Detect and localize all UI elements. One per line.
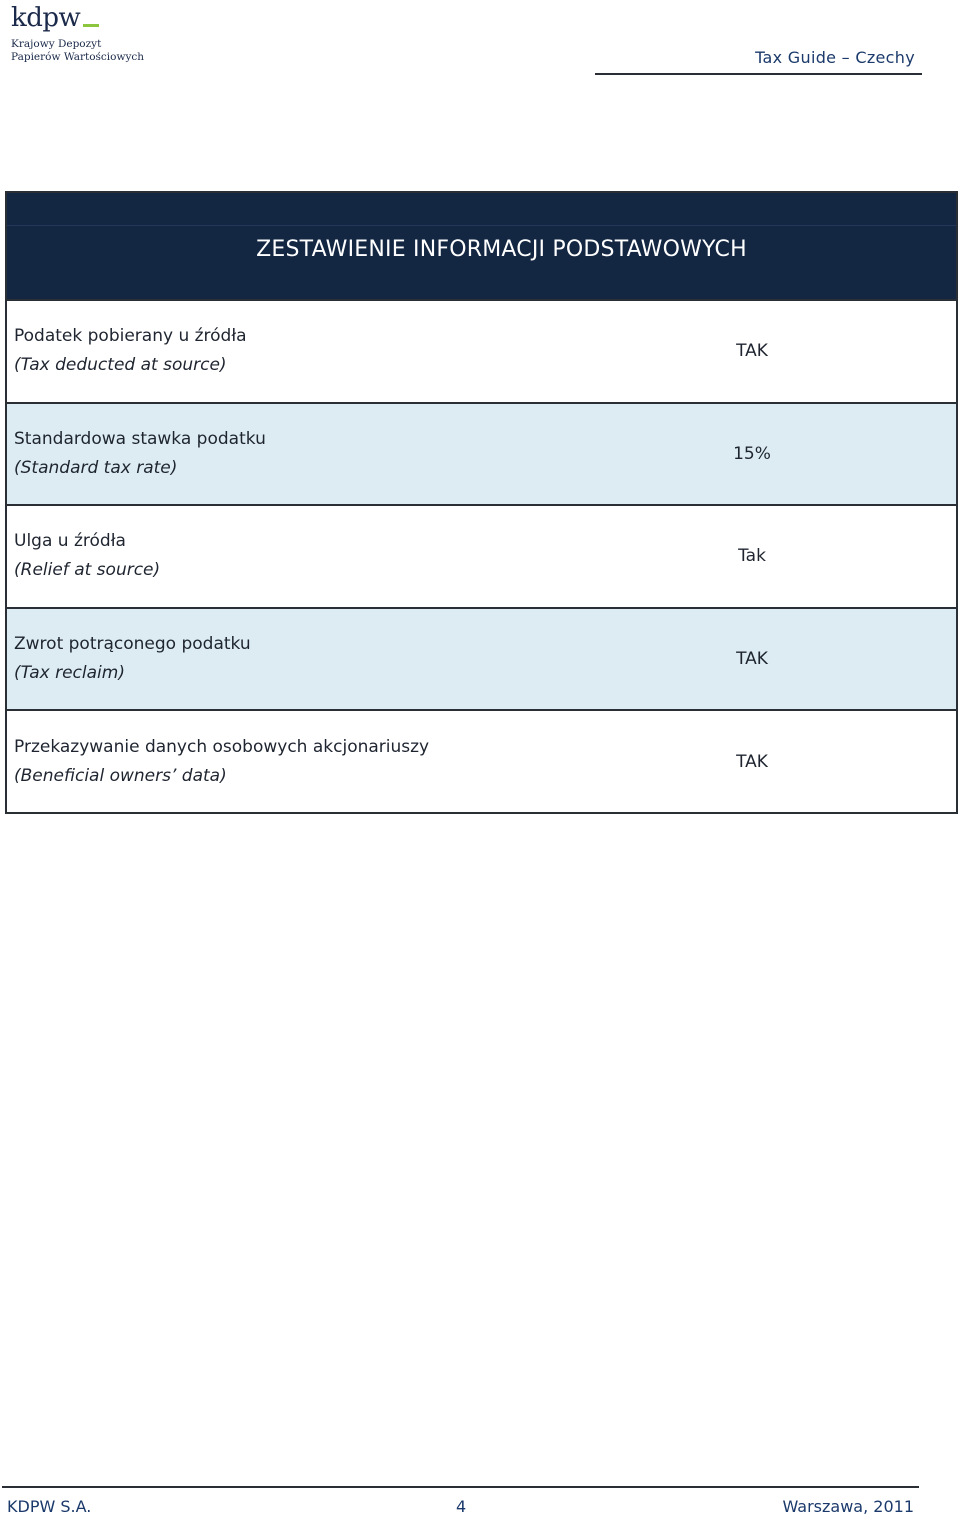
document-title: Tax Guide – Czechy bbox=[755, 48, 915, 67]
table-row bbox=[7, 301, 956, 404]
table-row bbox=[7, 506, 956, 609]
row-label-english: (Beneficial owners’ data) bbox=[14, 765, 227, 786]
row-label-polish: Przekazywanie danych osobowych akcjonariuszy bbox=[14, 736, 430, 757]
row-value: TAK bbox=[736, 648, 768, 669]
logo-accent-bar bbox=[83, 24, 99, 27]
row-label-polish: Zwrot potrąconego podatku bbox=[14, 633, 251, 654]
table-row bbox=[7, 404, 956, 507]
row-label-polish: Ulga u źródła bbox=[14, 531, 126, 552]
logo-mark: kdpw bbox=[11, 4, 151, 32]
table-row bbox=[7, 609, 956, 712]
row-label-polish: Podatek pobierany u źródła bbox=[14, 326, 247, 347]
row-value: TAK bbox=[736, 751, 768, 772]
row-label-english: (Tax deducted at source) bbox=[14, 355, 227, 376]
footer-company: KDPW S.A. bbox=[7, 1497, 92, 1516]
table-header bbox=[7, 193, 956, 301]
row-label bbox=[7, 733, 727, 791]
table-row bbox=[7, 711, 956, 812]
row-label-english: (Standard tax rate) bbox=[14, 457, 178, 478]
table-header-rule bbox=[7, 225, 956, 226]
row-label bbox=[7, 630, 727, 688]
row-label-english: (Relief at source) bbox=[14, 560, 161, 581]
row-label-polish: Standardowa stawka podatku bbox=[14, 428, 266, 449]
header-divider bbox=[595, 73, 922, 75]
footer-place-date: Warszawa, 2011 bbox=[782, 1497, 914, 1516]
row-value: Tak bbox=[738, 546, 766, 567]
row-value: TAK bbox=[736, 341, 768, 362]
summary-table bbox=[5, 191, 958, 814]
row-label bbox=[7, 527, 727, 585]
logo-line-1: Krajowy Depozyt bbox=[11, 38, 102, 50]
row-label-english: (Tax reclaim) bbox=[14, 662, 125, 683]
logo-line-2: Papierów Wartościowych bbox=[11, 51, 145, 63]
row-label bbox=[7, 425, 727, 483]
table-title: ZESTAWIENIE INFORMACJI PODSTAWOWYCH bbox=[256, 237, 747, 262]
page-number: 4 bbox=[456, 1497, 467, 1516]
kdpw-logo bbox=[11, 4, 151, 64]
footer-divider bbox=[2, 1486, 919, 1488]
row-value: 15% bbox=[733, 443, 771, 464]
row-label bbox=[7, 322, 727, 380]
